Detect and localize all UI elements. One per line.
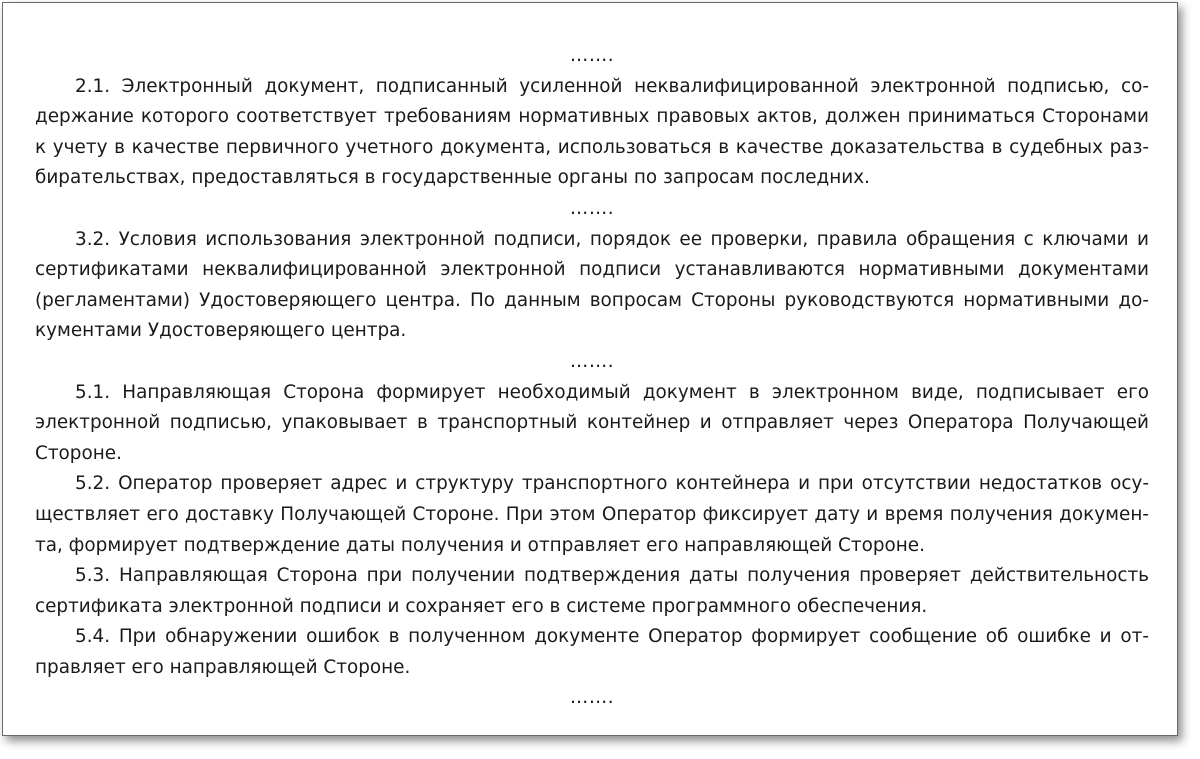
- omission-mark: …….: [569, 45, 615, 66]
- clause-5-1: 5.1. Направляющая Сторона формирует необходимый документ в электронном виде, подписывает его электронной подписью, упаковывает в транспортный контейнер и отправляет через Оператора Получающей Стороне.: [35, 381, 1149, 464]
- clause-5-4: 5.4. При обнаружении ошибок в полученном документе Оператор формирует сообщение об ошибке и отправляет его направляющей Стороне.: [35, 626, 1149, 678]
- document-page: [2, 2, 1178, 736]
- clause-2-1: 2.1. Электронный документ, подписанный усиленной неквалифицированной электронной подписью, содержание которого соответствует требованиям нормативных правовых актов, должен приниматься Сторонами к учету в качестве первичного учетного документа, использоваться в качестве доказательства в судебных разбирательствах, предоставляться в государственные органы по запросам последних.: [35, 75, 1149, 189]
- omission-mark: …….: [569, 197, 615, 219]
- clause-5-2: 5.2. Оператор проверяет адрес и структуру транспортного контейнера и при отсутствии недостатков осуществляет его доставку Получающей Стороне. При этом Оператор фиксирует дату и время получения документа, формирует подтверждение даты получения и отправляет его направляющей Стороне.: [35, 473, 1149, 556]
- clause-3-2: 3.2. Условия использования электронной подписи, порядок ее проверки, правила обращения с ключами и сертификатами неквалифицированной электронной подписи устанавливаются нормативными документами (регламентами) Удостоверяющего центра. По данным вопросам Стороны руководствуются нормативными документами Удостоверяющего центра.: [35, 228, 1149, 342]
- omission-mark: …….: [569, 687, 615, 709]
- document-body: [35, 41, 1149, 714]
- clause-5-3: 5.3. Направляющая Сторона при получении подтверждения даты получения проверяет действительность сертификата электронной подписи и сохраняет его в системе программного обеспечения.: [35, 565, 1149, 617]
- omission-mark: …….: [569, 350, 615, 372]
